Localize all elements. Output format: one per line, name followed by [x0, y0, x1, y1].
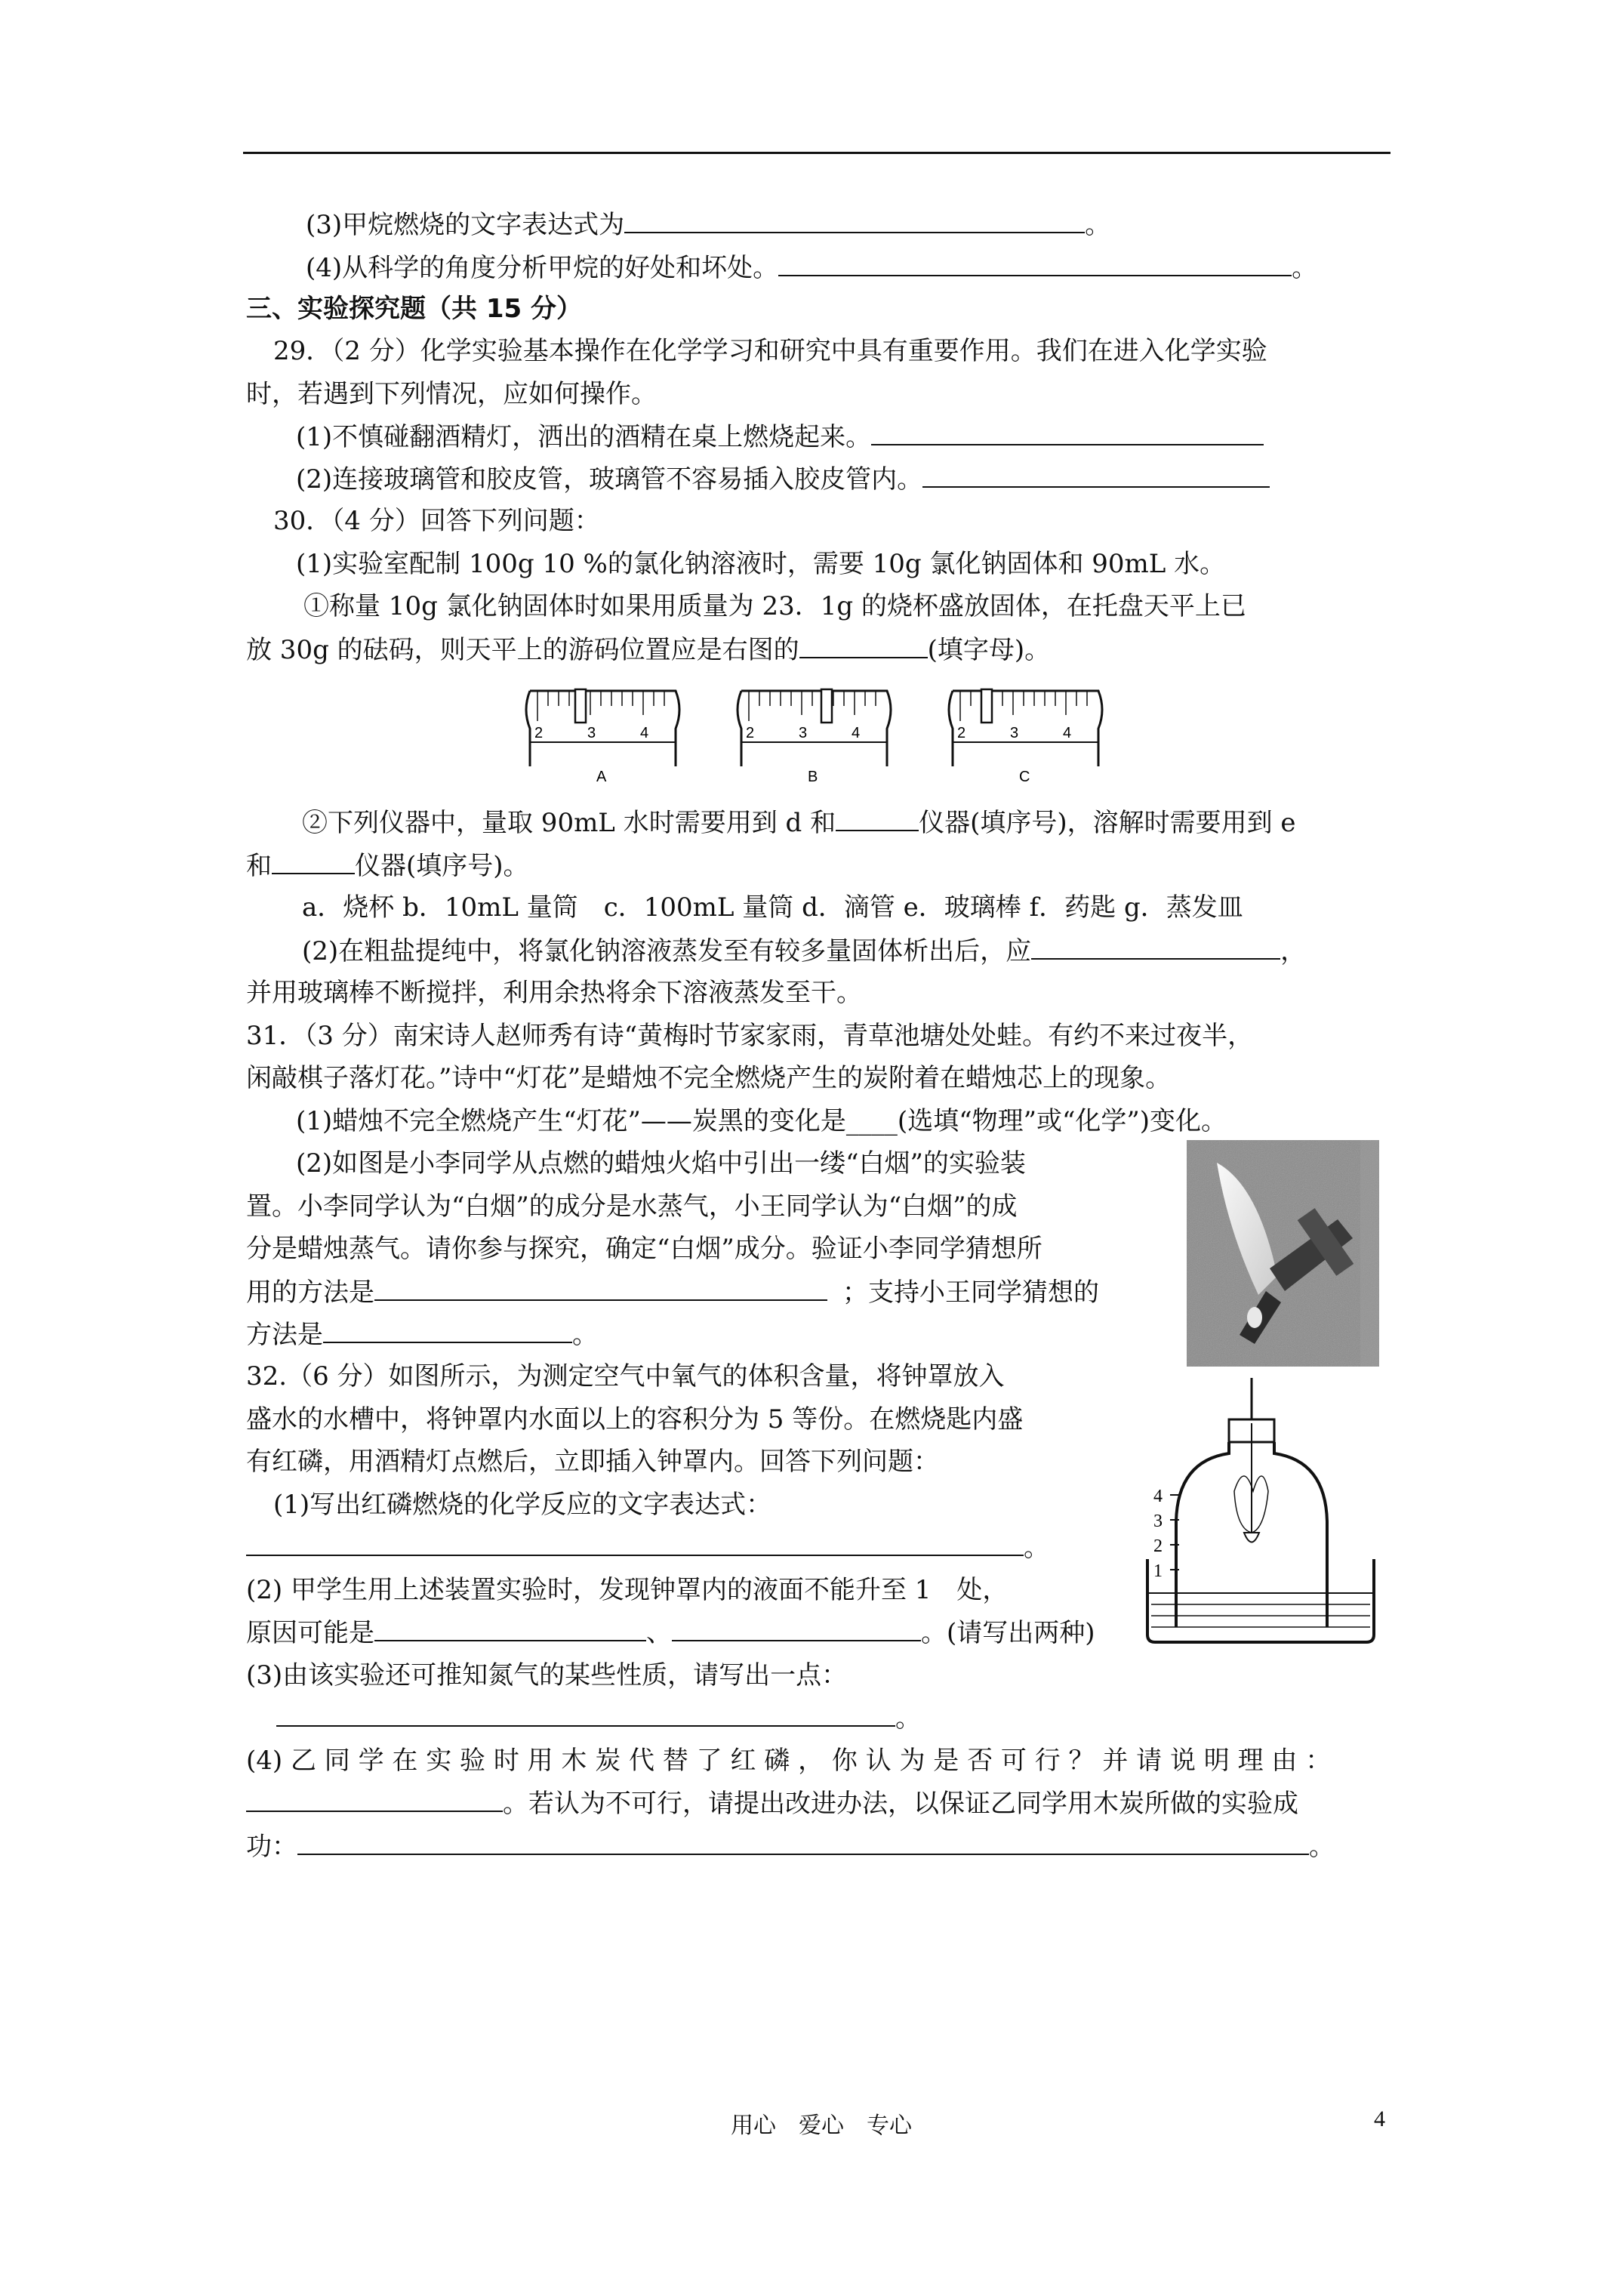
q31-2: (2)如图是小李同学从点燃的蜡烛火焰中引出一缕“白烟”的实验装 [296, 1148, 1026, 1179]
answer-blank[interactable] [374, 1275, 827, 1301]
answer-blank[interactable] [323, 1318, 572, 1343]
answer-blank[interactable] [246, 1530, 1024, 1556]
answer-blank[interactable] [374, 1616, 646, 1641]
answer-blank[interactable] [672, 1616, 921, 1641]
q29-text: 29．（2 分）化学实验基本操作在化学学习和研究中具有重要作用。我们在进入化学实验 [273, 336, 1267, 366]
ruler-diagrams [521, 676, 1110, 789]
page-number: 4 [1374, 2106, 1385, 2131]
ruler-tick-label: 4 [1063, 725, 1072, 741]
q32-text: 盛水的水槽中，将钟罩内水面以上的容积分为 5 等份。在燃烧匙内盛 [246, 1404, 1024, 1435]
answer-blank[interactable] [1031, 934, 1280, 960]
q30-3a: (2)在粗盐提纯中，将氯化钠溶液蒸发至有较多量固体析出后，应 ， [302, 934, 1306, 968]
ruler-c [949, 689, 1102, 785]
q32-2a: (2) 甲学生用上述装置实验时，发现钟罩内的液面不能升至 1 处， [246, 1575, 1009, 1605]
q32-4b: 。若认为不可行，请提出改进办法，以保证乙同学用木炭所做的实验成 [246, 1786, 1298, 1820]
ruler-a [526, 689, 679, 785]
q31-text: 31．（3 分）南宋诗人赵师秀有诗“黄梅时节家家雨，青草池塘处处蛙。有约不来过夜半， [246, 1021, 1254, 1051]
section-3-heading: 三、实验探究题（共 15 分） [246, 294, 582, 324]
answer-blank[interactable] [276, 1701, 895, 1727]
q30-2a: ②下列仪器中，量取 90mL 水时需要用到 d 和 仪器(填序号)，溶解时需要用到 e [302, 806, 1296, 840]
scale-mark: 2 [1153, 1536, 1163, 1556]
answer-blank[interactable] [624, 208, 1085, 233]
answer-blank[interactable] [778, 251, 1292, 276]
q32-text: 32.（6 分）如图所示，为测定空气中氧气的体积含量，将钟罩放入 [246, 1361, 1005, 1391]
q30-text: 30．（4 分）回答下列问题： [273, 506, 600, 536]
q32-3-answer: 。 [276, 1701, 921, 1735]
q30-instrument-list: a．烧杯 b．10mL 量筒 c．100mL 量筒 d．滴管 e．玻璃棒 f．药匙 g．蒸发皿 [302, 892, 1243, 923]
ruler-letter: C [1019, 769, 1030, 785]
bell-jar-figure [1140, 1378, 1389, 1653]
ruler-letter: A [596, 769, 607, 785]
q30-1a: ①称量 10g 氯化钠固体时如果用质量为 23．1g 的烧杯盛放固体，在托盘天平上已 [303, 591, 1246, 621]
q31-2e: 方法是 。 [246, 1318, 598, 1351]
answer-blank[interactable] [922, 462, 1270, 488]
scale-mark: 4 [1153, 1487, 1163, 1506]
answer-blank[interactable] [297, 1829, 1309, 1855]
ruler-tick-label: 2 [746, 725, 755, 741]
q29-2: (2)连接玻璃管和胶皮管，玻璃管不容易插入胶皮管内。 [296, 462, 1270, 496]
q31-2d: 用的方法是 ；支持小王同学猜想的 [246, 1275, 1099, 1309]
bell-jar-diagram [1140, 1378, 1389, 1650]
ruler-letter: B [808, 769, 818, 785]
q30-2b: 和 仪器(填序号)。 [246, 849, 529, 883]
q30-1b: 放 30g 的砝码，则天平上的游码位置应是右图的 (填字母)。 [246, 633, 1050, 667]
header-rule [243, 152, 1390, 154]
q32-4c: 功： 。 [246, 1829, 1335, 1863]
answer-blank[interactable] [799, 633, 928, 658]
q32-2b: 原因可能是 、 。(请写出两种) [246, 1616, 1095, 1650]
ruler-tick-label: 3 [799, 725, 808, 741]
q31-text: 闲敲棋子落灯花。”诗中“灯花”是蜡烛不完全燃烧产生的炭附着在蜡烛芯上的现象。 [246, 1063, 1172, 1093]
scale-mark: 1 [1153, 1561, 1163, 1581]
q32-text: 有红磷，用酒精灯点燃后，立即插入钟罩内。回答下列问题： [246, 1447, 939, 1477]
q31-2: 分是蜡烛蒸气。请你参与探究，确定“白烟”成分。验证小李同学猜想所 [246, 1234, 1042, 1264]
ruler-tick-label: 3 [1010, 725, 1019, 741]
ruler-tick-label: 2 [534, 725, 544, 741]
q32-4a: (4) 乙 同 学 在 实 验 时 用 木 炭 代 替 了 红 磷 ， 你 认 为 是 否 可 行 ？ 并 请 说 明 理 由 ： [246, 1746, 1332, 1776]
q29-1: (1)不慎碰翻酒精灯，洒出的酒精在桌上燃烧起来。 [296, 420, 1264, 454]
footer-motto: 用心 爱心 专心 [731, 2113, 912, 2139]
q28-4: (4)从科学的角度分析甲烷的好处和坏处。 。 [306, 251, 1317, 285]
q32-1-answer: 。 [246, 1530, 1049, 1564]
ruler-tick-label: 4 [852, 725, 861, 741]
q29-text: 时，若遇到下列情况，应如何操作。 [246, 379, 657, 409]
q31-2: 置。小李同学认为“白烟”的成分是水蒸气，小王同学认为“白烟”的成 [246, 1191, 1018, 1222]
q30-3b: 并用玻璃棒不断搅拌，利用余热将余下溶液蒸发至干。 [246, 978, 862, 1008]
answer-blank[interactable] [836, 806, 919, 831]
q32-1: (1)写出红磷燃烧的化学反应的文字表达式： [273, 1490, 772, 1520]
candle-photo [1187, 1140, 1379, 1370]
q28-3: (3)甲烷燃烧的文字表达式为 。 [306, 208, 1110, 242]
ruler-tick-label: 3 [587, 725, 596, 741]
answer-blank[interactable] [871, 420, 1264, 445]
ruler-tick-label: 4 [640, 725, 649, 741]
candle-smoke-image [1187, 1140, 1379, 1367]
answer-blank[interactable] [272, 849, 355, 874]
scale-mark: 3 [1153, 1512, 1163, 1531]
answer-blank[interactable] [246, 1786, 503, 1812]
q30-1: (1)实验室配制 100g 10 %的氯化钠溶液时，需要 10g 氯化钠固体和 90mL 水。 [296, 549, 1226, 579]
q32-3: (3)由该实验还可推知氮气的某些性质，请写出一点： [246, 1660, 848, 1690]
ruler-b [738, 689, 891, 785]
q31-1: (1)蜡烛不完全燃烧产生“灯花”——炭黑的变化是____(选填“物理”或“化学”)变化。 [296, 1106, 1227, 1136]
rulers-figure [521, 676, 1110, 792]
ruler-tick-label: 2 [957, 725, 966, 741]
